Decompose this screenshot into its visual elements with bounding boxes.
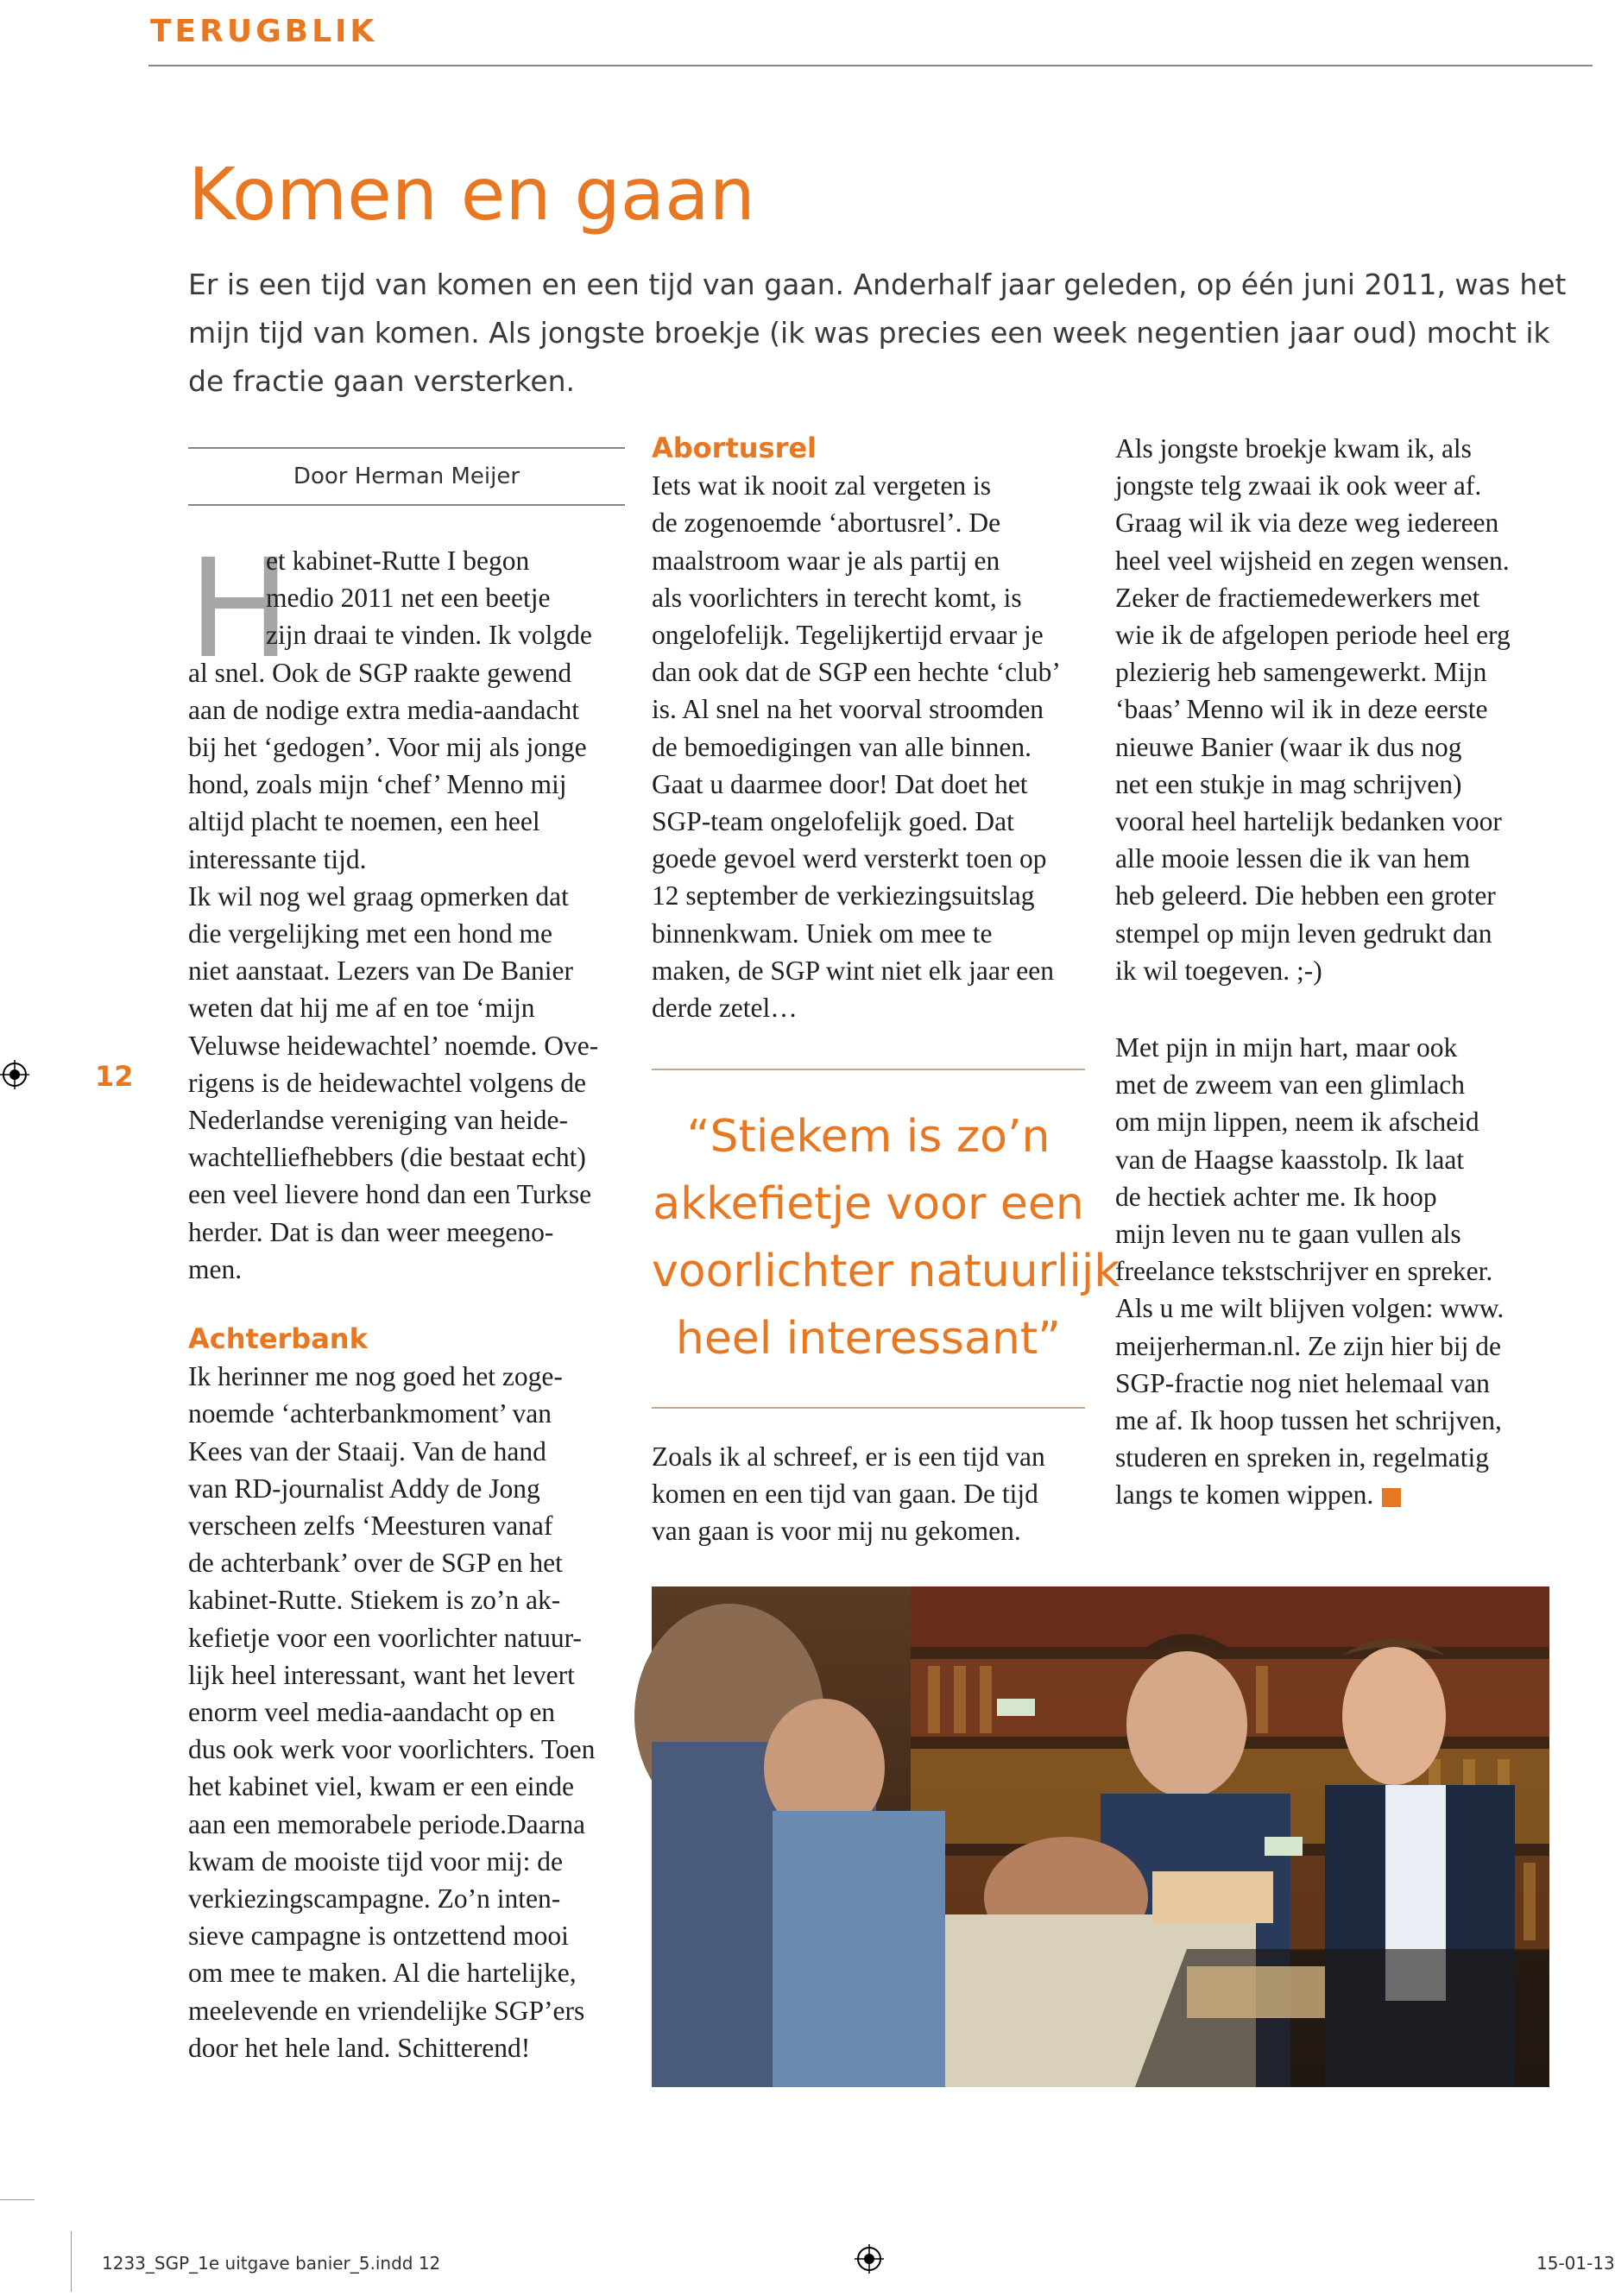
text-line: Graag wil ik via deze weg iedereen xyxy=(1115,508,1499,539)
text-line: stempel op mijn leven gedrukt dan xyxy=(1115,918,1492,949)
text-line: altijd placht te noemen, een heel xyxy=(188,806,540,837)
text-line: Ik herinner me nog goed het zoge- xyxy=(188,1361,563,1392)
text-line: de achterbank’ over de SGP en het xyxy=(188,1548,563,1579)
text-line: rigens is de heidewachtel volgens de xyxy=(188,1067,586,1098)
text-line: kwam de mooiste tijd voor mij: de xyxy=(188,1845,563,1877)
footer-date: 15-01-13 xyxy=(1536,2253,1615,2274)
text-line: Gaat u daarmee door! Dat doet het xyxy=(652,768,1028,799)
text-line: et kabinet-Rutte I begon xyxy=(266,546,530,576)
photo-illustration xyxy=(652,1586,1549,2087)
quote-line: heel interessant” xyxy=(675,1313,1062,1365)
text-line: enorm veel media-aandacht op en xyxy=(188,1697,556,1728)
text-line: het kabinet viel, kwam er een einde xyxy=(188,1771,574,1802)
text-line: herder. Dat is dan weer meegeno- xyxy=(188,1216,554,1247)
text-line: ‘baas’ Menno wil ik in deze eerste xyxy=(1115,694,1488,725)
text-line: meijerherman.nl. Ze zijn hier bij de xyxy=(1115,1330,1501,1361)
quote-line: voorlichter natuurlijk xyxy=(652,1246,1120,1297)
text-line: de bemoedigingen van alle binnen. xyxy=(652,731,1031,762)
text-line: is. Al snel na het voorval stroomden xyxy=(652,694,1044,725)
text-line: noemde ‘achterbankmoment’ van xyxy=(188,1398,552,1429)
text-line: plezierig heb samengewerkt. Mijn xyxy=(1115,657,1487,688)
text-line: binnenkwam. Uniek om mee te xyxy=(652,918,993,949)
page-number: 12 xyxy=(95,1060,134,1093)
text-line: met de zweem van een glimlach xyxy=(1115,1069,1465,1101)
article-title: Komen en gaan xyxy=(188,152,755,237)
text-line: derde zetel… xyxy=(652,993,798,1024)
text-line: interessante tijd. xyxy=(188,843,367,874)
byline: Door Herman Meijer xyxy=(293,464,520,489)
text-line: hond, zoals mijn ‘chef’ Menno mij xyxy=(188,769,567,800)
footer-filename: 1233_SGP_1e uitgave banier_5.indd 12 xyxy=(102,2253,441,2274)
text-line: jongste telg zwaai ik ook weer af. xyxy=(1115,470,1482,501)
text-line: Nederlandse vereniging van heide- xyxy=(188,1105,568,1136)
text-line: Ik wil nog wel graag opmerken dat xyxy=(188,880,569,911)
section-label: TERUGBLIK xyxy=(150,14,378,49)
quote-line: “Stiekem is zo’n xyxy=(686,1111,1050,1163)
text-line: al snel. Ook de SGP raakte gewend xyxy=(188,657,572,688)
text-line: kabinet-Rutte. Stiekem is zo’n ak- xyxy=(188,1585,561,1616)
text-line: maalstroom waar je als partij en xyxy=(652,545,1000,576)
registration-mark-icon xyxy=(0,1060,29,1094)
text-line: bij het ‘gedogen’. Voor mij als jonge xyxy=(188,732,587,763)
text-line: 12 september de verkiezingsuitslag xyxy=(652,880,1035,911)
text-line: nieuwe Banier (waar ik dus nog xyxy=(1115,731,1462,762)
column-2-section-abortusrel xyxy=(652,430,1061,1026)
text-line: SGP-team ongelofelijk goed. Dat xyxy=(652,806,1014,837)
text-line: om mee te maken. Al die hartelijke, xyxy=(188,1958,577,1989)
text-line: heel veel wijsheid en zegen wensen. xyxy=(1115,545,1510,576)
text-line-last xyxy=(1115,1476,1504,1513)
text-line: dus ook werk voor voorlichters. Toen xyxy=(188,1734,596,1765)
text-line: SGP-fractie nog niet helemaal van xyxy=(1115,1367,1490,1398)
article-intro xyxy=(188,261,1567,406)
text-line: zijn draai te vinden. Ik volgde xyxy=(266,620,592,651)
column-1-section-achterbank xyxy=(188,1321,595,2066)
text-line: die vergelijking met een hond me xyxy=(188,918,552,949)
text-line: verscheen zelfs ‘Meesturen vanaf xyxy=(188,1511,553,1542)
text-line: van gaan is voor mij nu gekomen. xyxy=(652,1516,1021,1547)
text-line: een veel lievere hond dan een Turkse xyxy=(188,1179,592,1210)
text-line: Veluwse heidewachtel’ noemde. Ove- xyxy=(188,1030,599,1061)
text-line: freelance tekstschrijver en spreker. xyxy=(1115,1256,1493,1287)
text-line: als voorlichters in terecht komt, is xyxy=(652,582,1022,613)
text-line: ongelofelijk. Tegelijkertijd ervaar je xyxy=(652,620,1044,651)
orange-square-icon xyxy=(1382,1488,1401,1507)
text-line: Zeker de fractiemedewerkers met xyxy=(1115,582,1480,613)
text-line: Met pijn in mijn hart, maar ook xyxy=(1115,1032,1458,1063)
text-line: maken, de SGP wint niet elk jaar een xyxy=(652,955,1054,986)
column-3-paragraph-1 xyxy=(1115,430,1511,989)
column-3-paragraph-2 xyxy=(1115,1029,1504,1514)
text-line: de hectiek achter me. Ik hoop xyxy=(1115,1181,1437,1212)
text-line: Als u me wilt blijven volgen: www. xyxy=(1115,1293,1505,1324)
text-line: men. xyxy=(188,1253,243,1284)
text-line: studeren en spreken in, regelmatig xyxy=(1115,1442,1489,1473)
text-line: wachtelliefhebbers (die bestaat echt) xyxy=(188,1142,586,1173)
text-line: komen en een tijd van gaan. De tijd xyxy=(652,1479,1038,1510)
text-line: goede gevoel werd versterkt toen op xyxy=(652,843,1047,874)
text-line: vooral heel hartelijk bedanken voor xyxy=(1115,806,1502,837)
text-line: de zogenoemde ‘abortusrel’. De xyxy=(652,508,1001,539)
intro-line: mijn tijd van komen. Als jongste broekje (ik was precies een week negentien jaar oud) mocht ik xyxy=(188,316,1550,350)
crop-mark xyxy=(71,2231,72,2292)
text-line: mijn leven nu te gaan vullen als xyxy=(1115,1219,1461,1250)
text-line: aan de nodige extra media-aandacht xyxy=(188,694,580,725)
text-line: medio 2011 net een beetje xyxy=(266,583,551,614)
text-line: dan ook dat de SGP een hechte ‘club’ xyxy=(652,657,1061,688)
subheading-achterbank: Achterbank xyxy=(188,1322,368,1355)
text-line: lijk heel interessant, want het levert xyxy=(188,1659,575,1690)
byline-box xyxy=(188,447,625,506)
text-line: me af. Ik hoop tussen het schrijven, xyxy=(1115,1405,1502,1436)
text-line: alle mooie lessen die ik van hem xyxy=(1115,843,1471,874)
text-line: wie ik de afgelopen periode heel erg xyxy=(1115,620,1511,651)
article-photo xyxy=(652,1586,1549,2087)
text-line: Zoals ik al schreef, er is een tijd van xyxy=(652,1441,1045,1472)
text-line: Als jongste broekje kwam ik, als xyxy=(1115,433,1472,464)
crop-mark xyxy=(0,2199,35,2200)
intro-line: de fractie gaan versterken. xyxy=(188,364,576,398)
text-line: om mijn lippen, neem ik afscheid xyxy=(1115,1107,1479,1138)
subheading-abortusrel: Abortusrel xyxy=(652,432,817,464)
text-line: niet aanstaat. Lezers van De Banier xyxy=(188,956,574,987)
text-line: verkiezingscampagne. Zo’n inten- xyxy=(188,1883,561,1914)
text-line: Iets wat ik nooit zal vergeten is xyxy=(652,470,992,501)
text-line: door het hele land. Schitterend! xyxy=(188,2032,531,2063)
intro-line: Er is een tijd van komen en een tijd van gaan. Anderhalf jaar geleden, op één juni 2011, was het xyxy=(188,268,1567,301)
text-line: Kees van der Staaij. Van de hand xyxy=(188,1435,546,1467)
text-line: aan een memorabele periode.Daarna xyxy=(188,1808,585,1839)
drop-cap: H xyxy=(188,530,291,689)
text-line: weten dat hij me af en toe ‘mijn xyxy=(188,993,535,1024)
text-line: ik wil toegeven. ;-) xyxy=(1115,955,1322,986)
text-line: meelevende en vriendelijke SGP’ers xyxy=(188,1995,585,2026)
text-line: van de Haagse kaasstolp. Ik laat xyxy=(1115,1144,1465,1175)
header-rule xyxy=(148,65,1593,66)
text-line: van RD-journalist Addy de Jong xyxy=(188,1473,540,1504)
registration-mark-icon xyxy=(855,2244,884,2278)
pull-quote xyxy=(652,1070,1120,1372)
pull-quote-box xyxy=(652,1069,1120,1409)
text-line: net een stukje in mag schrijven) xyxy=(1115,768,1462,799)
text-line: heb geleerd. Die hebben een groter xyxy=(1115,880,1496,911)
text-line: sieve campagne is ontzettend mooi xyxy=(188,1921,569,1952)
quote-line: akkefietje voor een xyxy=(653,1178,1084,1230)
column-2-paragraph-2 xyxy=(652,1438,1045,1550)
text-line-content: langs te komen wippen. xyxy=(1115,1479,1374,1511)
column-1-paragraph-1 xyxy=(188,530,599,1288)
text-line: kefietje voor een voorlichter natuur- xyxy=(188,1622,582,1653)
